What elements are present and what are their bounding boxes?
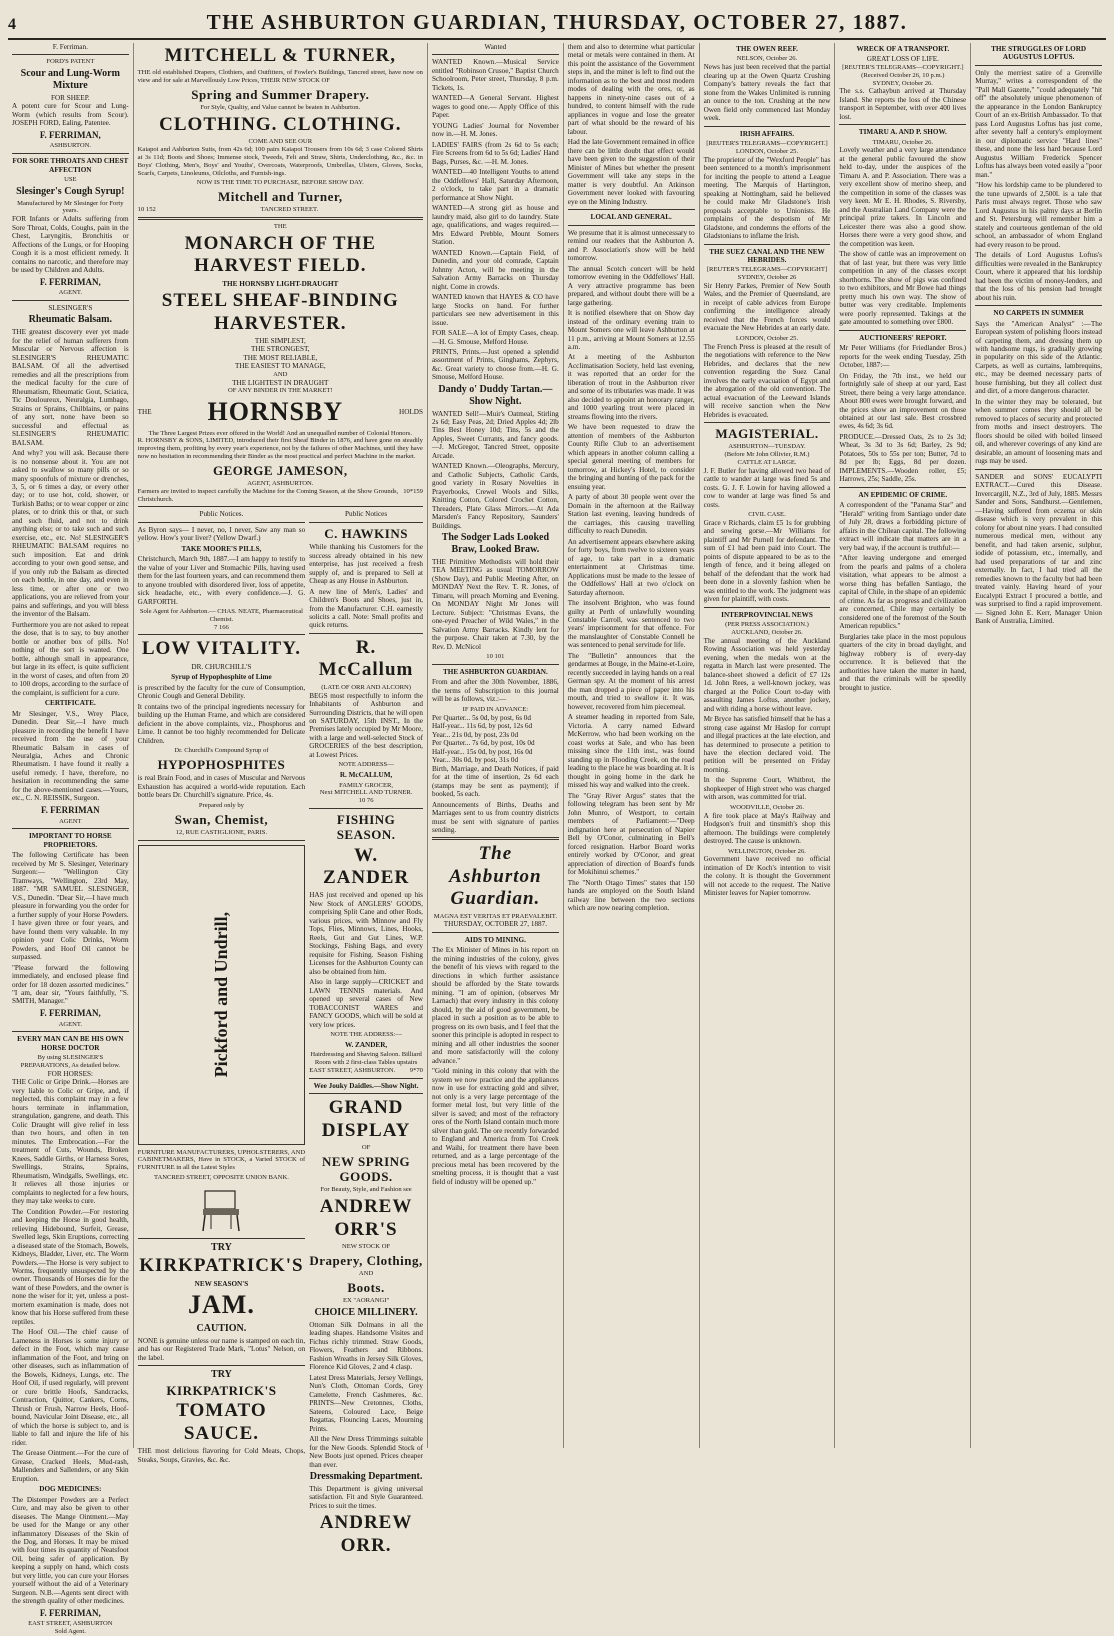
terms: From and after the 30th November, 1886, the terms of Subscription to this journal will be as follows, viz.:— [431,678,559,704]
irish-date: LONDON, October 25. [735,147,799,155]
agent4-sold: Sold Agent. [54,1628,86,1636]
jam-heading: JAM. [188,1290,255,1320]
wanted-4: LADIES' FAIRS (from 2s 6d to 5s each; Fire Screens from 6d to 5s 6d; Ladies' Hand Bags, Purses, &c. —H. M. Jones. [431,140,559,166]
mining-cont-2: Had the late Government remained in office there can be little doubt that effect would have been given to the suggestion of their Minister of Mines but whether the present Government will take any steps in the matter is very doubtful. An Atkinson Government never looked with favouring eye on the Mining Industry. [567,138,695,206]
certificate-heading: CERTIFICATE. [44,699,96,708]
crime-heading: AN EPIDEMIC OF CRIME. [858,490,948,499]
crime-body-2: "After leaving undergone and emerged from the pearls and palms of a cholera visitation, what appears to be almost a worse thing has befallen Santiago, the capital of Chile, in the shape of an epidemic of crime. As far as progress and civilization are concerned, Chile may certainly be considered one of the foremost of the South American republics." [839,554,967,631]
moores-body: Christchurch, March 9th, 1887.—I am happy to testify to the value of your Liver and Stomachic Pills, having used them for the last fourteen years, and can recommend them to anyone troubled with disordered liver, loss of appetite, sick headache, etc., with every confidence.—J. G. GARFORTH. [137,555,306,606]
local-4: At a meeting of the Ashburton Acclimatisation Society, held last evening, it was reported that an order for the liberation of trout in the Ashburton river and some of its tributaries was made. It was also decided to appoint an honorary ranger, and 1000 yearling trout were placed in streams flowing into the rivers. [567,353,695,421]
mccallum-heading: R. McCallum [318,636,414,681]
chair-illustration-icon [191,1185,251,1235]
fords-head: FORD'S PATENT [46,58,95,66]
zander-sig: W. ZANDER, [344,1040,388,1049]
try-2: TRY [211,1369,232,1381]
caution-heading: CAUTION. [196,1323,247,1335]
carpets-heading: NO CARPETS IN SUMMER [993,309,1084,318]
dandy-heading: Dandy o' Duddy Tartan.—Show Night. [438,383,553,407]
top-name: F. Ferriman. [52,43,88,51]
aids-body: The Ex Minister of Mines in his report on the mining industries of the colony, gives the benefit of his views with regard to the directions in which further assistance should be afforded by the State towards mining. "I am of opinion, (observes Mr Larnach) that every industry in this colony should, by the aid of good government, be placed in such a position as to be able to progress on its own basis, and I feel that the sooner this principle is adopted in respect to mining and all other industries the sooner and more satisfactorily will the colony advance." [431,946,559,1065]
zander-body-2: Also in large supply—CRICKET and LAWN TENNIS materials. And opened up several cases of New TOBACCONIST WARES and FANCY GOODS, which will be sold at very low prices. [309,978,423,1029]
ferriman-place: ASHBURTON. [49,142,92,150]
orr-new: NEW STOCK OF [342,1243,391,1251]
zander-body: HAS just received and opened up his New Stock of ANGLERS' GOODS, comprising Split Cane and other Rods, various prices, with Minnow and Fly Tops, Flies, Minnows, Lines, Hooks, Reels, Gut and Gut Lines, W.P. Stockings, Fishing Bags, and every requisite for Fishing. Season Fishing Licenses for the Ashburton County can also be obtained from him. [309,891,423,976]
swan-address: 12, RUE CASTIGLIONE, PARIS. [175,828,268,836]
agent1-role: AGENT. [58,289,83,297]
orr-and: AND [358,1270,374,1278]
wanted-13-code: 10 101 [486,653,505,661]
columns [8,43,1106,1636]
column-4 [428,43,564,1448]
moores-heading: TAKE MOORE'S PILLS, [181,544,262,553]
lord-heading: THE STRUGGLES OF LORD AUGUSTUS LOFTUS. [991,45,1087,62]
lord-body: Only the merriest satire of a Grenville Murray," writes a correspondent of the "Pall Mall Gazette," "could adequately "hit off" the absolutely unique phenomenon of the appearance in the London Bankruptcy Court of an ex-British Ambassador. To that pass Lord Augustus Loftus has just come, after seventy half a century's employment in our diplomatic service "Hard lines" these, and none the less hard because Lord Augustus William Frederick Spencer Loftus has always been voted easily a "poor man." [975,68,1103,179]
mitchell-turner-body: THE old established Drapers, Clothiers, and Outfitters, of Fowler's Buildings, Tancred street, have now on view and for sale at Marvellously Low Prices, THEIR NEW STOCK OF [137,69,423,85]
magisterial-heading: MAGISTERIAL. [715,426,819,442]
pickford-body: FURNITURE MANUFACTURERS, UPHOLSTERERS, AND CABINETMAKERS, Have in STOCK, a Varied STOCK of FURNITURE in all the Latest Styles [137,1148,306,1172]
terms-row: Per Quarter... 5s 0d, by post, 6s 0d [431,713,531,722]
timaru-body: Lovely weather and a very large attendance at the general public favoured the show held to-day, under the auspices of the Timaru A. and P. Association. There was a very excellent show of merino sheep, and the competition in some of the classes was very keen. Mr E. H. Rhodes, S. Riversby, and the Australian Land Company were the principal prize takers. In Lincoln and Leicester there was also a good show. Horses there were a very good show, and the competition was keen. [839,146,967,248]
wreck-date: (Received October 26, 10 p.m.) [861,71,945,79]
zander-note: NOTE THE ADDRESS:— [330,1031,402,1039]
page-number: 4 [8,16,16,34]
auctioneers-body: Mr Peter Williams (for Friedlander Bros.) reports for the week ending Tuesday, 25th October, 1887:— [839,344,967,370]
guardian-banner: The Ashburton Guardian. [449,843,542,910]
lightest: THE LIGHTEST IN DRAUGHT [232,378,329,387]
local-3: It is notified elsewhere that on Show day instead of the ordinary evening train to Mount Somers one will leave Ashburton at 11 p.m., arriving at Mount Somers at 12.55 a.m. [567,309,695,351]
kirkpatrick-1: KIRKPATRICK'S [139,1255,304,1277]
orr-boots: Boots. [347,1279,385,1295]
orr-body-2: Latest Dress Materials, Jersey Vellings, Nun's Cloth, Ottoman Cords, Grey Camelette, French Cashmeres, &c. PRINTS—New Cretonnes, Cloths, Sateens, Coloured Lace, Beige Regattas, Flouncing Laces, Mourning Prints. [309,1373,423,1433]
sander-ad: SANDER and SONS' EUCALYPTI EXTRACT.—Cured this Disease. Invercargill, N.Z., 3rd of July, 1885. Messrs Sander and Sons, Sandhurst.—Gentlemen,—Having suffered from eczema or skin disease which is very prevalent in this colony for about nine years. I had consulted numerous medical men, without any benefit, and had taken arsenic, sulphur, iodide of potassium, etc., internally, and had used preparations of tar and zinc externally. In fact, I had tried all the remedies known to the faculty but had been treated vainly. Having heard of your Eucalypti Extract I procured a bottle, and was surprised to find a rapid improvement. — Signed John E. Kerr, Manager Union Bank of Australia, Limited. [975,472,1103,625]
terms-sub: IF PAID IN ADVANCE: [462,705,529,713]
mccallum-sig: R. McCALLUM, [339,771,393,780]
local-6: A party of about 30 people went over the Domain in the afternoon at the Railway Station last evening, leaving hundreds of the carriages, this causing travelling difficulty to reach Dunedin. [567,493,695,536]
woodville-date: WOODVILLE, October 26. [730,803,804,811]
owen-reef-body: News has just been received that the partial clearing up at the Owen Quartz Crushing Company's battery reveals the fact that stone from the Wakes Unlimited is running an ounce to the ton. Crushing at the new Owen field only commenced last Monday week. [703,63,831,123]
balsam-pre: SLESINGER'S [48,303,93,312]
owen-reef-heading: THE OWEN REEF. [736,45,798,53]
beauty: For Beauty, Style, and Fashion see [320,1186,412,1194]
mccallum-note: NOTE ADDRESS— [338,761,394,769]
agent3-role: AGENT. [58,1020,83,1028]
local-1: We presume that it is almost unnecessary to remind our readers that the Ashburton A. and P. Association's show will be held tomorrow. [567,228,695,263]
agent2-name: F. FERRIMAN [40,804,100,815]
terms-body: Birth, Marriage, and Death Notices, if paid for at the time of insertion, 2s 6d each (stamps may be sent as payment); if booked, 5s each. [431,764,559,799]
wanted-heading: Wanted [484,43,507,51]
interprovincial-source: (PER PRESS ASSOCIATION.) [725,621,809,629]
tomato-body: THE most delicious flavoring for Cold Meats, Chops, Steaks, Soups, Gravies, &c. &c. [137,1447,306,1464]
wellington-date: WELLINGTON, October 26. [728,847,806,855]
mccallum-role: FAMILY GROCER, [339,781,394,789]
interprovincial-body-3: In the Supreme Court, Whitbrot, the shopkeeper of High street who was charged with arson, was committed for trial. [703,776,831,802]
balsam-body: THE greatest discovery ever yet made for the relief of human sufferers from Muscular or Nervous affection is SLESINGER'S RHEUMATIC BALSAM. Of all the advertised remedies and all the prescriptions from the medical faculty for the cure of Rheumatism, Rheumatic Gout, Sciatica, Tic Douloureux, Neuralgia, Lumbago, Strains or Sprains, Chilblains, or pains of any sort, none have been so successful and effectual as SLESINGER'S RHEUMATIC BALSAM. [12,328,129,447]
mccallum-address: Next MITCHELL AND TURNER. [319,789,413,797]
terms-row: Year... 21s 0d, by post, 23s 0d [431,730,519,739]
agent1-name: F. FERRIMAN, [39,276,101,287]
scour-for: FOR SHEEP. [50,93,90,102]
magisterial-body: J. F. Butler for having allowed two head of cattle to wander at large was fined 5s and costs. G. J. F. Lowin for having allowed a cow to wander at large was fined 5s and costs. [703,466,831,509]
hypo-compound: Dr. Churchill's Compound Syrup of [174,747,269,755]
suez-body: Sir Henry Parkes, Premier of New South Wales, and the Premier of Queensland, are in receipt of cable advices from Europe confirming the intelligence already received that the French forces would evacuate the New Hebrides at an early date. [703,282,831,333]
wreck-source: [REUTER'S TELEGRAMS—COPYRIGHT.] [842,63,964,71]
scour-heading: Scour and Lung-Worm Mixture [20,68,120,92]
carpets-body: Says the "American Analyst" :—The European system of polishing floors instead of carpeting them, and dressing them up with handsome rugs, is gradually growing in popularity on this side of the Atlantic. Carpets, as well as curtains, lambrequins, etc., may be deemed necessary parts of house furnishing, but they all collect dust and dirt, of a more dangerous character. [975,319,1103,396]
zander-heading: W. ZANDER [322,844,410,889]
sore-throat-heading: FOR SORE THROATS AND CHEST AFFECTION [12,157,129,174]
syrup-hypo-heading: Syrup of Hypophosphite of Lime [171,673,272,682]
irish-body: The proprietor of the "Wexford People" has been sentenced to a month's imprisonment for inciting the people to attend a League meeting. The Marquis of Hartington, speaking at Nottingham, said he believed he could make Mr Gladstone's Irish proposals acceptable to Unionists. He complains of the despotism of Mr Gladstone, and condemns the efforts of the Gladstonians to inflame the Irish. [703,155,831,241]
swan-heading: Swan, Chemist, [174,811,269,827]
wanted-7: WANTED Known.—Captain Field, of Dunedin, and your old comrade, Captain Johnny Acton, will be meeting in the Salvation Army Barracks on Thursday night. Come in crowds. [431,248,559,291]
public-notices-right: Public Notices [345,510,388,519]
hawkins-heading: C. HAWKINS [324,525,408,541]
local-7: An advertisement appears elsewhere asking for forty boys, from twelve to sixteen years of age, to take part in a dramatic entertainment at Christmas time. Applications must be made to the lessee of the Oddfellows' Hall at two o'clock on Saturday afternoon. [567,537,695,597]
local-heading: LOCAL AND GENERAL. [590,213,672,222]
newspaper-title: THE ASHBURTON GUARDIAN, THURSDAY, OCTOBER 27, 1887. [206,10,908,35]
orr-millinery: CHOICE MILLINERY. [314,1306,418,1318]
local-12: The "North Otago Times" states that 150 hands are employed on the South Island railway line between the two sections which are now nearing completion. [567,878,695,912]
suez-source: [REUTER'S TELEGRAMS—COPYRIGHT] [706,266,828,274]
wanted-3: YOUNG Ladies' Journal for November now in.—H. M. Jones. [431,121,559,139]
hypo-body-2: It contains two of the principal ingredients necessary for building up the Human Frame, and which are considered deficient in the above complaints, viz., Phosphorus and Lime. It cannot be too highly recommended for Delicate Children. [137,702,306,745]
dressmaking-heading: Dressmaking Department. [309,1471,423,1483]
scour-body: A potent cure for Scour and Lung-Worm (which results from Scour). JOSEPH FORD, Ealing, Patentee. [12,102,129,128]
column-6 [700,43,836,1448]
clothing-body: Kaiapoi and Ashburton Suits, from 42s 6d; 100 pairs Kaiapoi Trousers from 10s 6d; 3 case Colored Shirts at 3s 11d; Boots and Shoes; Immense stock, Tweeds, Felt and Straw, Shirts, Underclothing, &c., &c. in Boys' Clothing, Men's, Boys' and Youths', Overcoats, Waterproofs, Umbrellas, Ulsters, Gloves, Socks, Scarfs, Carpets, Linoleums, Oilcloths, and Furnish-ings. [137,146,423,177]
suez-heading: THE SUEZ CANAL AND THE NEW HEBRIDES. [709,247,825,264]
certificate-body: Mr Slesinger, V.S., Wrey Place, Dunedin. Dear Sir,—I have much pleasure in recording the benefit I have received from the use of your Rheumatic Balsam in cases of Neuralgia, Aches and Chronic Rheumatism. I have found it really a useful remedy. I have, therefore, no hesitation in recommending the same for the above-mentioned cases.—Yours, etc., C. N. REISSIK, Surgeon. [12,709,129,803]
column-1 [8,43,134,1636]
andrew-orr-sig: ANDREW ORR. [319,1512,413,1556]
strongest: THE STRONGEST, [251,345,310,354]
balsam-body-3: Furthermore you are not asked to repeat the dose, that is to say, to buy another bottle or another box of pills. No! nothing of the sort is wanted. One bottle, although small in appearance, but large in its effect, is quite sufficient in the worst of cases, and often from 20 to 100 drops, according to the surface of the complaint, is sufficient for a cure. [12,620,129,697]
orr-body: Ottoman Silk Dolmans in all the leading shapes. Handsome Visites and Fichus richly trimmed. Straw Goods, Flowers, Feathers and Ribbons. Fashion Wreaths in Jersey Silk Gloves, Florence Kid Gloves, 2 and 4 clasp. [309,1320,423,1372]
masthead [8,6,1106,40]
mitchell-turner-heading: MITCHELL & TURNER, [164,45,397,66]
jameson-role: AGENT, ASHBURTON. [247,480,314,488]
hawkins-body: While thanking his Customers for the success already obtained in his new enterprise, has just received a fresh supply of, and is prepared to Sell at Cheap as any House in Ashburton. [309,543,423,586]
kirkpatrick-2: KIRKPATRICK'S [166,1383,277,1399]
suez-date-2: LONDON, October 25. [735,334,799,342]
clothing-heading: CLOTHING. CLOTHING. [159,114,402,136]
hypophosphites-heading: HYPOPHOSPHITES [157,756,286,772]
hornsby-heading: HORNSBY [207,396,344,426]
local-2: The annual Scotch concert will be held tomorrow evening in the Oddfellows' Hall. A very attractive programme has been prepared, and without doubt there will be a large gathering. [567,264,695,307]
timaru-heading: TIMARU A. AND P. SHOW. [858,128,947,137]
owen-reef-date: NELSON, October 26. [736,55,798,63]
local-8: The insolvent Brighton, who was found guilty at Perth of unlawfully wounding Constable Carroll, was sentenced to two years' imprisonment for that offence. For the manslaughter of Constable Connell he was sentenced to penal servitude for life. [567,599,695,650]
new-season: NEW SEASON'S [194,1279,249,1288]
orr-drapery: Drapery, Clothing, [309,1252,423,1268]
mccallum-code: 10 76 [358,797,374,805]
steel-heading: STEEL SHEAF-BINDING HARVESTER. [161,290,399,334]
terms-row: Half-year... 11s 6d, by post, 12s 6d [431,722,533,731]
public-notices-left: Public Notices. [199,510,244,519]
the-hornsby-label: THE [137,408,152,417]
auctioneers-body-3: PRODUCE.—Dressed Oats, 2s to 2s 3d; Wheat, 3s 3d to 3s 6d; Barley, 2s 9d; Potatoes, 50s to 55s per ton; Butter, 7d to 8d per lb; Eggs, 8d per dozen. IMPLEMENTS.—Wooden roller, £5; Harrows, 25s; Saddle, 25s. [839,432,967,484]
wreck-heading: WRECK OF A TRANSPORT. [856,45,950,53]
mitchell-turner-address: TANCRED STREET. [260,206,319,214]
aids-heading: AIDS TO MINING. [464,935,526,944]
moores-code: 7 166 [214,623,229,631]
wanted-1: WANTED Known.—Musical Service entitled "Robinson Crusoe," Baptist Church Schoolroom, Peter street, Thursday, 8 p.m. Tickets, 1s. [431,58,559,92]
aids-body-2: "Gold mining in this colony that with the system we now practice and the appliances now in use for extracting gold and silver, not only is a very large percentage of the former metal lost, but very little of the silver is saved; and most of the refractory ores of the North Island contain much more silver than gold. The ore recently forwarded to England and America from Toi Creek and Waihi, for treatment there have been returned, and as a large percentage of the precious metal has been recovered by the smelting process, it is thought that a vast field of industry will be opened up." [431,1067,559,1186]
jameson-heading: GEORGE JAMESON, [213,462,348,478]
guardian-terms-heading: THE ASHBURTON GUARDIAN. [442,667,548,676]
farmers-code: 10*159 [403,487,423,495]
local-5: We have been requested to draw the attention of members of the Ashburton County Rifle Club to an advertisement which appears in another column calling a special general meeting of members for tomorrow, at Hickey's Hotel, to consider the bringing and hunting of the pack for the ensuing year. [567,423,695,491]
grand-display: GRAND DISPLAY [321,1097,411,1141]
guardian-motto: MAGNA EST VERITAS ET PRAEVALEBIT. [433,912,557,920]
the-label: THE [273,223,287,231]
horse-body-2: "Please forward the following immediately, and enclosed please find order for 18 dozen assorted medicines." "I am, dear sir, "Yours faithfully, "S. SMITH, Manager." [12,963,129,1006]
lord-body-2: "How his lordship came to be plundered to the tune upwards of 2,500l. is a tale that Paris must always regret. Those who saw Lord Augustus in his palmy days at Berlin and St. Petersburg will remember him a stately and courteous gentleman of the old school, an ambassador of whom England had every reason to be proud. [975,181,1103,249]
suez-body-2: The French Press is pleased at the result of the negotiations with reference to the New Hebrides, and declares that the new convention regarding the Suez Canal involves the early evacuation of Egypt and the abrogation of the old convention. The actual evacuation of the Leeward Islands will receive sanction when the New Hebrides is evacuated. [703,342,831,419]
interprovincial-body-2: Mr Bryce has satisfied himself that he has a strong case against Mr Haslop for corrupt and illegal practices at the late election, and has determined to prosecute a petition to have the election declared void. The petition will be presented on Friday morning. [703,715,831,774]
hypo-body: is prescribed by the faculty for the cure of Consumption, Chronic Cough and General Debility. [137,683,306,701]
syrup-heading: Slesinger's Cough Syrup! [16,185,125,197]
wellington-body: Government have received no official intimation of Dr Koch's intention to visit the colony. It is thought the Government will not accede to the request. The Native Minister leaves for Napier tomorrow. [703,855,831,898]
dog-heading: DOG MEDICINES: [39,1485,102,1494]
crime-body-3: Burglaries take place in the most populous quarters of the city in broad daylight, and highway robbery is of every-day occurrence. It is believed that the authorities have taken the matter in hand, and that the criminals will be speedily brought to justice. [839,632,967,692]
mitchell-turner-sig: Mitchell and Turner, [217,189,343,205]
column-ads [134,43,428,1556]
and-label: AND [273,370,288,378]
for-horses: FOR HORSES: [47,1069,93,1078]
cattle-heading: CATTLE AT LARGE. [737,458,797,466]
dog-body: The Distemper Powders are a Perfect Cure, and may also be given to other diseases. The Mange Ointment.—May be used for the Mange or any other inflammatory Diseases of the Skin of the Dog, and Horses. It may be mixed with four times its quantity of Neatsfoot Oil, being safer of application. By keeping a supply on hand, which costs but very little, you can cure your Horses yourself without the aid of a Veterinary Surgeon. N.B.—Agents sent direct with the strength quality of other medicines. [12,1495,129,1606]
horses-body-2: The Condition Powder.—For restoring and keeping the Horse in good health, relieving Hidebound, Surfeit, Grease, Swelled legs, Skin Eruptions, correcting a diseased state of the Stomach, Bowels, Kidneys, Bladder, Liver, etc. The Worm Powders.—The Horse is very subject to Worms, frequently unsuspected by the owner. Thousands of Horses die for the want of these Powders, and the owner is none the wiser for it; yet, unless a post-mortem examination is made, does not know that his Horse suffered from these reptiles. [12,1207,129,1326]
wanted-11: WANTED Sell!—Muir's Oatmeal, Stirling 2s 6d; Easy Peas, 2d; Dried Apples 4d; 2lb Tins Best Honey 10d; Tins, 5s and the Apples, Sweet Currants, and fancy goods.—J. McGregor, Tancred Street, opposite Arcade. [431,409,559,460]
horse-body: The following Certificate has been received by Mr S. Slesinger, Veterinary Surgeon:— "Wellington City Tramways, "Wellington, 23rd May, 1887. "MR SAMUEL SLESINGER, V.S., Dunedin. "Dear Sir,—I have much pleasure in forwarding you the order for a further supply of your Horse Powders. I have given three or four years, and have found them very valuable. In my opinion your Colic Drinks, Worm Powders, and Hoof Oil cannot be surpassed. [12,851,129,962]
wanted-9: FOR SALE—A lot of Empty Cases, cheap.—H. G. Smouse, Melford House. [431,329,559,346]
moores-agent: Sole Agent for Ashburton.— CHAS. NEATE, Pharmaceutical Chemist. [139,608,303,623]
wee-jouky: Wee Jouky Daidles.—Show Night. [313,1081,419,1090]
local-10: A steamer heading in reported from Sale, Victoria. A carry named Edward McKerrow, who had been working on the coast works at Sale, and who has been missing since the 11th inst., was found standing up in Flooding Creek, on the road leading to the place he was boarding at. It is thought in going home in the dark he missed his way and walked into the creek. [567,713,695,790]
agent2-role: AGENT [59,817,82,825]
mining-cont: them and also to determine what particular metal or metals were contained in them. At this point the assistance of the Government steps in, and the miner is left to find out the information as to the best and most modern modes of dealing with the ores, or, as happens in ninety-nine cases out of a hundred, to content himself with the rude appliances in vogue and lose the greater part of what should be the reward of his labour. [567,43,695,136]
sodger-heading: The Sodger Lads Looked Braw, Looked Braw. [441,532,550,556]
mccallum-sub: (LATE OF ORR AND ALCORN) [321,683,411,691]
holds-label: HOLDS [399,408,423,417]
zander-role: Hairdressing and Shaving Saloon. Billiard Room with 2 first-class Tables upstairs [310,1051,422,1067]
wreck-date-2: SYDNEY, October 26. [872,79,933,87]
zander-code: 9*70 [409,1066,423,1074]
prepared: Prepared only by [198,801,244,809]
horses-body: THE Colic or Gripe Drink.—Horses are very liable to Colic or Gripe, and, if neglected, this complaint may in a few hours terminate in inflammation, strangulation, gangrene, and death. This Colic Draught will give relief in less than two hours, and often in ten minutes. The Embrocation.—For the treatment of Cuts, Wounds, Broken Knees, Saddle Girths, or Harness Sores, Swellings, Strains, Sprains, Rheumatism, Windgalls, Swellings, etc. It relieves all those injuries or complaints to neglected for a few hours, they may take weeks to cure. [12,1078,129,1206]
spring-heading: Spring and Summer Drapery. [191,86,370,102]
auctioneers-heading: AUCTIONEERS' REPORT. [859,333,947,342]
sore-use: USE [64,176,77,184]
ferriman-signature: F. FERRIMAN, [39,129,101,140]
column-8 [971,43,1106,1448]
civil-body: Grace v Richards, claim £5 1s for grubbing and sowing gorse.—Mr Williams for plaintiff and Mr Purnell for defendant. The sum of £1 had been paid into Court. The points of dispute appeared to be as to the length of fence, and it being alleged on behalf of the defendant that the work had been done in a slovenly fashion when he was entitled to the work. The judgment was given for plaintiff, with costs. [703,518,831,604]
horses-body-4: The Grease Ointment.—For the cure of Grease, Cracked Heels, Mud-rash, Mallenders and Sallenders, or any Skin Eruption. [12,1449,129,1483]
irish-source: [REUTER'S TELEGRAMS—COPYRIGHT.] [706,140,828,148]
grand-of: OF [361,1144,371,1152]
suez-date: SYDNEY, October 26 [737,274,797,282]
hornsby-body: R. HORNSBY & SONS, LIMITED, introduced their first Sheaf Binder in 1876, and have gone on steadily improving them, profiting by every year's experience, not by the failures of other Machines, until they have now no hesitation in recommending their Binder as the most practical and perfect Machine in the market. [137,437,423,460]
local-11: The "Gray River Argus" states that the following telegram has been sent by Mr John Munro, of Westport, to certain members of Parliament:—"Deep indignation here at persecution of Napier Bell by O'Conor, culminating in Bell's forced resignation. Harbor Board works entirely worked by O'Conor, and great appreciation of direction of Board's funds for Mokihinui schemes." [567,791,695,877]
terms-body-2: Announcements of Births, Deaths and Marriages sent to us from country districts must be sent with signature of parties sending. [431,800,559,834]
balsam-heading: Rheumatic Balsam. [28,314,112,326]
timaru-body-2: The show of cattle was an improvement on that of last year, but there was very little competition in any of the classes except shorthorns. The show of pigs was confined to two exhibitors, and Mr Bowe had things pretty much his own way. The show of butter was very creditable. Implements were poorly represented. Takings at the gate amounted to something over £800. [839,250,967,327]
column-5 [564,43,700,1448]
carpets-body-2: In the winter they may be tolerated, but when summer comes they should all be removed to places of security and protected from moths and insect destroyers. The floors should be oiled with boiled linseed oil, and wherever coverings of any kind are desirable, an amount of loosening mats and rugs may be used. [975,397,1103,466]
hornsby-light: THE HORNSBY LIGHT-DRAUGHT [222,279,339,288]
column-7 [835,43,971,1448]
mitchell-turner-code: 10 152 [137,206,156,214]
reliable: THE MOST RELIABLE, [243,353,318,362]
orr-heading: ANDREW ORR'S [319,1196,413,1240]
pickford-side: TANCRED STREET, OPPOSITE UNION BANK. [153,1173,289,1181]
wanted-12: WANTED Known.—Oleographs, Mercury, and Catholic Subjects, Catholic Cards, good variety in Rosary Novelties in Prayerbooks, Crewel Wools and Silks, Knitting Cotton, Colored Crochet Cotton, Threaders, Plate Glass Mirrors.—At Ada Marsden's Fancy Repository, Saunders' Buildings. [431,462,559,530]
come-see: COME AND SEE OUR [248,138,313,146]
zander-address: EAST STREET, ASHBURTON. [309,1066,396,1074]
interprovincial-date: AUCKLAND, October 26. [731,628,803,636]
easiest: THE EASIEST TO MANAGE, [234,362,326,371]
wreck-body: The s.s. Cathaybun arrived at Thursday Island. She reports the loss of the Chinese transport in September, with over 400 lives lost. [839,87,967,121]
dressmaking-body: This Department is giving universal satisfaction. Fit and Style Guaranteed. Prices to suit the times. [309,1484,423,1510]
fishing-heading: FISHING SEASON. [336,811,396,843]
churchill: DR. CHURCHILL'S [191,662,252,671]
wanted-8: WANTED known that HAYES & CO have large Stocks on hand. For further particulars see new advertisement in this issue. [431,293,559,327]
pickford-vertical-ad [138,845,306,1145]
irish-heading: IRISH AFFAIRS. [739,129,795,138]
magisterial-before: (Before Mr John Ollivier, R.M.) [724,451,810,459]
wreck-sub: GREAT LOSS OF LIFE. [866,55,939,64]
monarch-heading: MONARCH OF THE HARVEST FIELD. [184,232,376,277]
agent4-place: EAST STREET, ASHBURTON [28,1620,113,1628]
civil-heading: CIVIL CASE. [748,511,786,519]
farmers-notice: Farmers are invited to inspect carefully the Machine for the Coming Season, at the Show Grounds, Christchurch. [137,487,399,503]
hypos-body: is real Brain Food, and in cases of Muscular and Nervous Exhaustion has acquired a world-wide reputation. Each bottle bears Dr. Churchill's signature. Price, 4s. [137,774,306,800]
new-spring-goods: NEW SPRING GOODS. [321,1153,411,1185]
agent3-name: F. FERRIMAN, [39,1007,101,1018]
hawkins-body-2: A new line of Men's, Ladies' and Children's Boots and Shoes, just in, from the Manufacturer. C.H. earnestly solicits a call. Note: Small profits and quick returns. [309,587,423,630]
wanted-5: WANTED—40 Intelligent Youths to attend the Oddfellows' Hall, Saturday Afternoon, 2 o'clock, to take part in a dramatic performance at Show Night. [431,168,559,202]
terms-row: Half-year... 15s 0d, by post, 16s 0d [431,747,533,756]
wanted-6: WANTED—A strong girl as house and laundry maid, also girl to do laundry. State age, qualifications, and wages required.—Mrs Edward Prebble, Mount Somers Station. [431,204,559,247]
wanted-10: PRINTS, Prints.—Just opened a splendid assortment of Prints, Ginghams, Zephyrs, &c. Great variety to choose from.—H. G. Smouse, Melford House. [431,347,559,382]
try-1: TRY [211,1241,232,1253]
of-any: OF ANY BINDER IN THE MARKET! [228,387,333,395]
wanted-2: WANTED—A General Servant. Highest wages to good one.— Apply Office of this Paper. [431,94,559,120]
timaru-date: TIMARU, October 26. [872,138,934,146]
caution-body: NONE is genuine unless our name is stamped on each tin, and has our Registered Trade Mark, "Lotus" Nelson, on the label. [137,1336,306,1362]
wanted-13: THE Primitive Methodists will hold their TEA MEETING as usual TOMORROW (Show Day), and Public Meeting After, on MONDAY Next the Rev. T. R. Jones, of Timaru, will preach Morning and Evening. On MONDAY Night Mr Jones will Lecture. Subject: "Christmas Evans, the one-eyed Preacher of Wild Wales," in the Salvation Army Barracks. Kindly lent for the purpose. Chair taken at 7.30, by the Rev. D. McNicol [431,557,559,651]
crime-body: A correspondent of the "Panama Star" and "Herald" writing from Santiago under date of July 28, draws a forbidding picture of affairs in the Chilean capital. The following extract will indicate that matters are in a very bad way, if the account is truthful:— [839,501,967,552]
every-man-sub: By using SLESINGER'S PREPARATIONS, As detailed below. [20,1054,121,1070]
agent4-name: F. FERRIMAN, [39,1607,101,1618]
spring-sub: For Style, Quality, and Value cannot be beaten in Ashburton. [200,104,361,112]
terms-row: Per Quarter... 7s 6d, by post, 10s 0d [431,739,535,748]
orr-ex: EX "AORANGI" [342,1297,390,1305]
byron-poem: As Byron says— I never, no, I never, Saw any man so yellow. How's your liver? (Yellow Dwarf.) [137,525,306,543]
low-vitality-heading: LOW VITALITY. [141,638,301,660]
auctioneers-body-2: On Friday, the 7th inst., we held our fortnightly sale of sheep at our yard, East Street, there being a very large attendance. About 800 ewes were brought forward, and the prices show an improvement on those obtained at our last sale. Best crossbred ewes, 4s 6d; 3s 6d. [839,371,967,431]
syrup-maker: Manufactured by Mr Slesinger for Forty years. [17,199,124,215]
lord-body-3: The details of Lord Augustus Loftus's difficulties were revealed in the Bankruptcy Court, where it appeared that his lordship had been the victim of money-lenders, and that the loss of his pension had brought about his ruin. [975,251,1103,302]
horses-body-3: The Hoof Oil.—The chief cause of Lameness in Horses is some injury or defect in the Foot, which may cause inflammation of the Foot, and bring on other diseases, such as inflammation of the Bowels, Kidneys, Lungs, etc. The Hoof Oil, if used regularly, will prevent or cure brittle Hoofs, Sandcracks, Contraction, Quittor, Cankers, Corns, Thrush or Frush, Narrow Heels, Hoof-bound, Navicular Joint Disease, etc., all of which the horse is subject to, and is liable to fall and injure the life of his rider. [12,1328,129,1447]
balsam-body-2: And why? you will ask. Because there is no nonsense about it. You are not asked to swallow so many pills or so many spoonfuls of mixture or drenches, 3, 5, or 6 times a day, or every other day; or to use hot, cold, shower, or Turkish Baths; or to wear copper or zinc plates, or to drink this or that, or such and such fluid, and not to drink anything else; or to take such and such exercise, etc., etc. No! SLESINGER'S RHEUMATIC BALSAM requires no such imposition. Eat and drink according to your own good sense, and if you only rub the Balsam as directed on each bottle, in one day, and even in less time, or after one or two applications, you are relieved from your pains and sufferings, and you will bless the inventor of the Balsam. [12,449,129,619]
magisterial-sub: ASHBURTON—TUESDAY. [728,443,806,451]
prizes: The Three Largest Prizes ever offered in the World! And an unequalled number of Colonial Honors. [148,429,412,437]
local-9: The "Bulletin" announces that the gendarmes at Bouge, in the Maine-et-Loire, recently succeeded in laying hands on a real German spy. At the moment of his arrest the man dropped a piece of paper into his mouth, and tried to swallow it. It was, however, recovered from him piecemeal. [567,651,695,711]
terms-row: Year... 30s 0d, by post, 31s 0d [431,756,519,765]
guardian-date: THURSDAY, OCTOBER 27, 1887. [443,920,548,929]
pickford-heading: Pickford and Undrill, [210,911,231,1078]
mccallum-body: BEGS most respectfully to inform the Inhabitants of Ashburton and Surrounding Districts, that he will open on SATURDAY, 15th INST., In the Premises lately occupied by Mr Moore, with a large and well-selected Stock of GROCERIES of the best description, at Lowest Prices. [309,691,423,759]
simplest: THE SIMPLEST, [254,337,306,345]
orr-body-3: All the New Dress Trimmings suitable for the New Goods. Splendid Stock of New Boots just opened. Prices cheaper than ever. [309,1435,423,1469]
interprovincial-body: The annual meeting of the Auckland Rowing Association was held yesterday evening, when the medals won at the regatta in March last were presented. The balance-sheet showed a deficit of £7 12s 1d. John Rees, a well-known jockey, was charged at the Police Court to-day with assaulting James Loftus, another jockey, and with riding a horse without leave. [703,636,831,713]
now-is-the-time: NOW IS THE TIME TO PURCHASE, BEFORE SHOW DAY. [196,179,364,187]
woodville-body: A fire took place at May's Railway and Hodgson's fruit and tinsmith's shop this afternoon. The buildings were completely destroyed. The cause is unknown. [703,811,831,846]
syrup-body: FOR Infants or Adults suffering from Sore Throat, Colds, Coughs, pain in the Chest, Laryngitis, Bronchitis or Affections of the Lungs, or for Hooping Cough it is a most efficient remedy. It contains no narcotic, and therefore may be used by Children and Adults. [12,215,129,275]
every-man-heading: EVERY MAN CAN BE HIS OWN HORSE DOCTOR [17,1035,124,1052]
interprovincial-heading: INTERPROVINCIAL NEWS [721,610,813,619]
terms-list [432,714,559,765]
tomato-heading: TOMATO SAUCE. [176,1400,267,1444]
horse-heading: IMPORTANT TO HORSE PROPRIETORS. [28,832,112,849]
